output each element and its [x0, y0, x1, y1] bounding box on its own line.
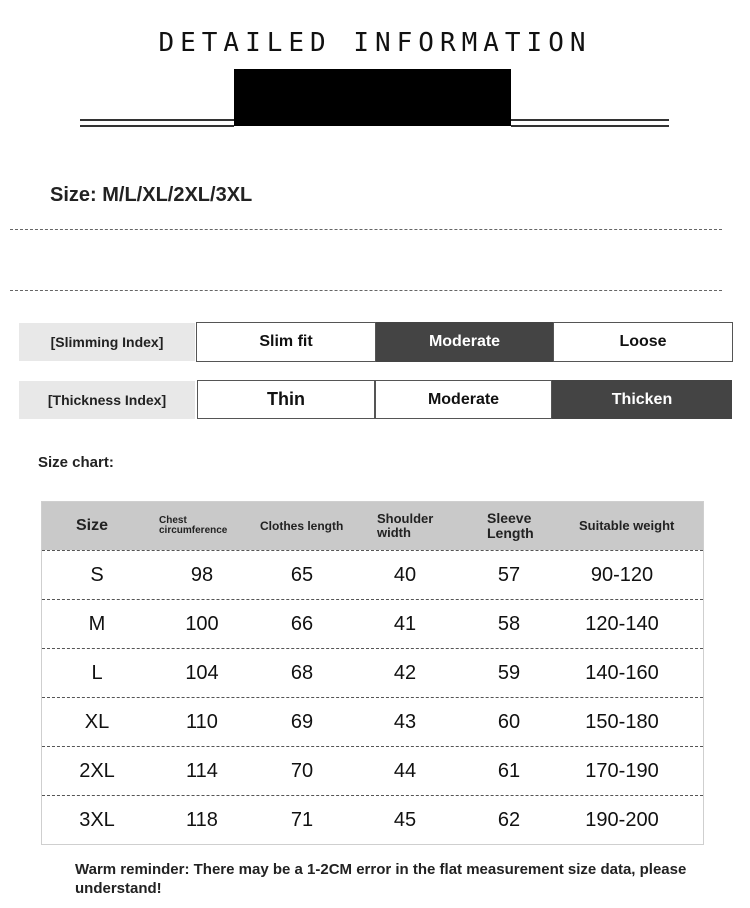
header-banner-block — [234, 69, 511, 126]
slimming-option-slim-fit: Slim fit — [196, 322, 376, 362]
cell-size: S — [90, 563, 104, 586]
thickness-option-moderate: Moderate — [375, 380, 552, 419]
table-row — [42, 697, 703, 746]
table-row — [42, 599, 703, 648]
cell-chest: 114 — [186, 759, 218, 782]
size-chart-label: Size chart: — [38, 454, 114, 471]
cell-weight: 170-190 — [585, 759, 659, 782]
cell-size: 2XL — [79, 759, 115, 782]
cell-length: 71 — [290, 808, 314, 831]
table-row — [42, 795, 703, 844]
cell-length: 66 — [290, 612, 314, 635]
header-rule — [511, 125, 669, 127]
cell-size: 3XL — [79, 808, 115, 831]
cell-length: 65 — [290, 563, 314, 586]
cell-shoulder: 44 — [393, 759, 417, 782]
cell-chest: 100 — [185, 612, 219, 635]
thickness-index-label: [Thickness Index] — [19, 381, 195, 419]
header-chest: Chest circumference — [159, 514, 228, 536]
cell-weight: 150-180 — [585, 710, 659, 733]
dashed-divider — [10, 290, 722, 291]
cell-sleeve: 59 — [497, 661, 521, 684]
cell-shoulder: 40 — [393, 563, 417, 586]
header-shoulder-width: Shoulder width — [377, 511, 434, 540]
cell-length: 69 — [290, 710, 314, 733]
header-size: Size — [76, 516, 109, 534]
cell-weight: 120-140 — [585, 612, 659, 635]
header-suitable-weight: Suitable weight — [579, 518, 675, 534]
header-rule — [80, 125, 234, 127]
cell-shoulder: 43 — [393, 710, 417, 733]
cell-size: M — [88, 612, 106, 635]
thickness-option-thicken: Thicken — [552, 380, 732, 419]
table-row — [42, 746, 703, 795]
cell-shoulder: 45 — [393, 808, 417, 831]
cell-chest: 104 — [185, 661, 219, 684]
cell-size: XL — [84, 710, 110, 733]
table-header — [42, 502, 703, 550]
header-clothes-length: Clothes length — [260, 518, 344, 533]
header-sleeve-length: Sleeve Length — [487, 510, 534, 541]
cell-length: 70 — [290, 759, 314, 782]
dashed-divider — [10, 229, 722, 230]
cell-weight: 190-200 — [585, 808, 659, 831]
cell-shoulder: 42 — [393, 661, 417, 684]
thickness-option-thin: Thin — [197, 380, 375, 419]
cell-sleeve: 57 — [497, 563, 521, 586]
available-sizes: Size: M/L/XL/2XL/3XL — [50, 184, 253, 206]
page-title: DETAILED INFORMATION — [158, 28, 592, 58]
cell-sleeve: 61 — [497, 759, 521, 782]
slimming-index-label: [Slimming Index] — [19, 323, 195, 361]
cell-chest: 118 — [186, 808, 218, 831]
slimming-option-moderate: Moderate — [376, 322, 553, 362]
cell-chest: 98 — [190, 563, 214, 586]
cell-sleeve: 62 — [497, 808, 521, 831]
warm-reminder-note: Warm reminder: There may be a 1-2CM error in the flat measurement size data, please understand! — [75, 861, 687, 897]
cell-size: L — [91, 661, 103, 684]
cell-chest: 110 — [186, 710, 218, 733]
table-row — [42, 550, 703, 599]
cell-shoulder: 41 — [393, 612, 417, 635]
size-table — [41, 501, 704, 845]
cell-length: 68 — [290, 661, 314, 684]
cell-weight: 140-160 — [585, 661, 659, 684]
header-rule — [511, 119, 669, 121]
slimming-option-loose: Loose — [553, 322, 733, 362]
header-rule — [80, 119, 234, 121]
cell-weight: 90-120 — [590, 563, 654, 586]
cell-sleeve: 60 — [497, 710, 521, 733]
table-row — [42, 648, 703, 697]
cell-sleeve: 58 — [497, 612, 521, 635]
